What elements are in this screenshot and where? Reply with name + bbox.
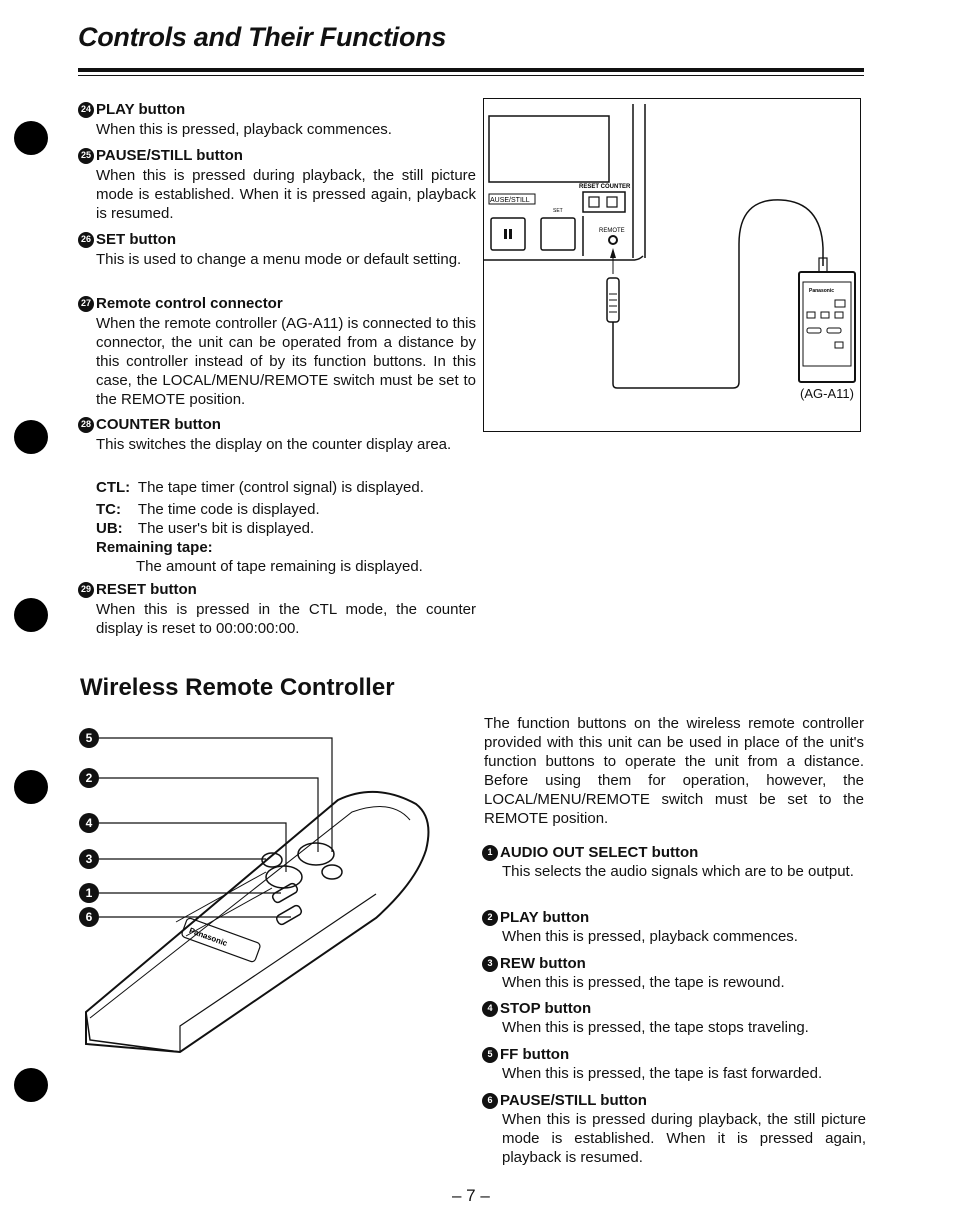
item-text: This selects the audio signals which are to be output. bbox=[502, 863, 854, 880]
svg-text:5: 5 bbox=[85, 731, 93, 745]
counter-mode-ub: UB: The user's bit is displayed. bbox=[96, 520, 315, 537]
number-badge: 5 bbox=[482, 1047, 498, 1063]
remote-item-ff bbox=[487, 1045, 866, 1083]
item-title: PLAY button bbox=[96, 101, 186, 118]
pause-still-label: AUSE/STILL bbox=[490, 197, 530, 204]
number-badge: 4 bbox=[482, 1001, 498, 1017]
remote-connection-illustration bbox=[483, 98, 861, 432]
control-item-counter bbox=[80, 415, 476, 454]
number-badge: 28 bbox=[78, 417, 94, 433]
counter-mode-tc: TC: The time code is displayed. bbox=[96, 501, 320, 518]
item-title: STOP button bbox=[500, 1000, 592, 1017]
control-item-remote-connector bbox=[80, 294, 476, 409]
callout-5 bbox=[79, 728, 99, 748]
counter-display bbox=[489, 116, 609, 182]
item-text: When this is pressed, playback commences. bbox=[502, 928, 798, 945]
item-title: PLAY button bbox=[500, 909, 590, 926]
number-badge: 6 bbox=[482, 1093, 498, 1109]
number-badge: 26 bbox=[78, 232, 94, 248]
number-badge: 2 bbox=[482, 910, 498, 926]
set-label: SET bbox=[553, 208, 563, 214]
callout-1 bbox=[79, 883, 99, 903]
number-badge: 3 bbox=[482, 956, 498, 972]
item-text: When this is pressed, the tape is fast forwarded. bbox=[502, 1065, 823, 1082]
counter-mode-ctl: CTL: The tape timer (control signal) is displayed. bbox=[96, 479, 424, 496]
counter-mode-remaining: Remaining tape: bbox=[96, 539, 213, 556]
item-title: PAUSE/STILL button bbox=[96, 147, 243, 164]
control-item-pause-still bbox=[80, 146, 476, 223]
punch-hole bbox=[14, 121, 48, 155]
number-badge: 29 bbox=[78, 582, 94, 598]
svg-text:6: 6 bbox=[85, 910, 93, 924]
item-title: SET button bbox=[96, 231, 176, 248]
section-title: Wireless Remote Controller bbox=[80, 674, 395, 701]
ff-button-drawing bbox=[322, 865, 342, 879]
item-title: COUNTER button bbox=[96, 416, 221, 433]
number-badge: 24 bbox=[78, 102, 94, 118]
item-text: When this is pressed during playback, the still picture mode is established. When it is pressed again, playback is resumed. bbox=[502, 1111, 866, 1166]
punch-hole bbox=[14, 770, 48, 804]
item-text: When this is pressed during playback, the still picture mode is established. When it is pressed again, playback is resumed. bbox=[96, 167, 476, 222]
remote-item-play bbox=[487, 908, 866, 946]
punch-hole bbox=[14, 1068, 48, 1102]
item-text: When the remote controller (AG-A11) is connected to this connector, the unit can be operated from a distance by this controller instead of by its function buttons. In this case, the LOCAL/MENU/REMOTE switch must be set to the REMOTE position. bbox=[96, 315, 476, 408]
svg-text:4: 4 bbox=[85, 816, 93, 830]
item-text: This is used to change a menu mode or default setting. bbox=[96, 251, 462, 268]
counter-mode-remaining-text: The amount of tape remaining is displayed. bbox=[136, 558, 423, 575]
remote-item-rew bbox=[487, 954, 866, 992]
callout-3 bbox=[79, 849, 99, 869]
item-text: When this is pressed, the tape stops traveling. bbox=[502, 1019, 809, 1036]
figure-caption: (AG-A11) bbox=[800, 386, 854, 401]
reset-counter-label: RESET COUNTER bbox=[579, 184, 631, 190]
callout-4 bbox=[79, 813, 99, 833]
play-button-drawing bbox=[298, 843, 334, 865]
svg-text:2: 2 bbox=[85, 771, 93, 785]
page-number: – 7 – bbox=[452, 1186, 490, 1205]
brand-logo: Panasonic bbox=[187, 925, 229, 949]
item-title: PAUSE/STILL button bbox=[500, 1092, 647, 1109]
header-rule-thin bbox=[78, 75, 864, 76]
item-text: When this is pressed, the tape is rewound. bbox=[502, 974, 785, 991]
svg-text:3: 3 bbox=[85, 852, 93, 866]
callout-6 bbox=[79, 907, 99, 927]
pause-button-drawing bbox=[491, 218, 525, 250]
remote-item-audio-out-select bbox=[487, 843, 866, 881]
punch-hole bbox=[14, 420, 48, 454]
punch-hole bbox=[14, 598, 48, 632]
pause-still-button-drawing bbox=[275, 904, 303, 926]
control-item-set bbox=[80, 230, 476, 269]
number-badge: 27 bbox=[78, 296, 94, 312]
control-item-reset bbox=[80, 580, 476, 638]
item-title: AUDIO OUT SELECT button bbox=[500, 844, 699, 861]
set-button-drawing bbox=[541, 218, 575, 250]
number-badge: 25 bbox=[78, 148, 94, 164]
item-text: When this is pressed in the CTL mode, the counter display is reset to 00:00:00:00. bbox=[96, 601, 476, 637]
control-item-play bbox=[80, 100, 476, 139]
callout-2 bbox=[79, 768, 99, 788]
stop-button-drawing bbox=[266, 866, 302, 888]
item-title: RESET button bbox=[96, 581, 197, 598]
svg-text:1: 1 bbox=[85, 886, 93, 900]
item-title: FF button bbox=[500, 1046, 570, 1063]
item-text: This switches the display on the counter display area. bbox=[96, 436, 452, 453]
item-title: REW button bbox=[500, 955, 586, 972]
item-text: When this is pressed, playback commences. bbox=[96, 121, 392, 138]
remote-item-pause-still bbox=[487, 1091, 866, 1167]
wireless-intro: The function buttons on the wireless remote controller provided with this unit can be used in place of the unit's function buttons to operate the unit from a distance. Before using them for operation, however, the LOCAL/MENU/REMOTE switch must be set to the REMOTE position. bbox=[484, 715, 864, 827]
header-rule bbox=[78, 68, 864, 72]
wireless-remote-illustration bbox=[76, 722, 436, 1058]
counter-mode-list bbox=[96, 478, 476, 576]
brand-logo: Panasonic bbox=[809, 288, 835, 294]
page-title: Controls and Their Functions bbox=[78, 22, 447, 52]
remote-item-stop bbox=[487, 999, 866, 1037]
remote-jack bbox=[609, 236, 617, 244]
item-title: Remote control connector bbox=[96, 295, 283, 312]
remote-body bbox=[86, 792, 428, 1052]
remote-jack-label: REMOTE bbox=[599, 228, 625, 234]
number-badge: 1 bbox=[482, 845, 498, 861]
